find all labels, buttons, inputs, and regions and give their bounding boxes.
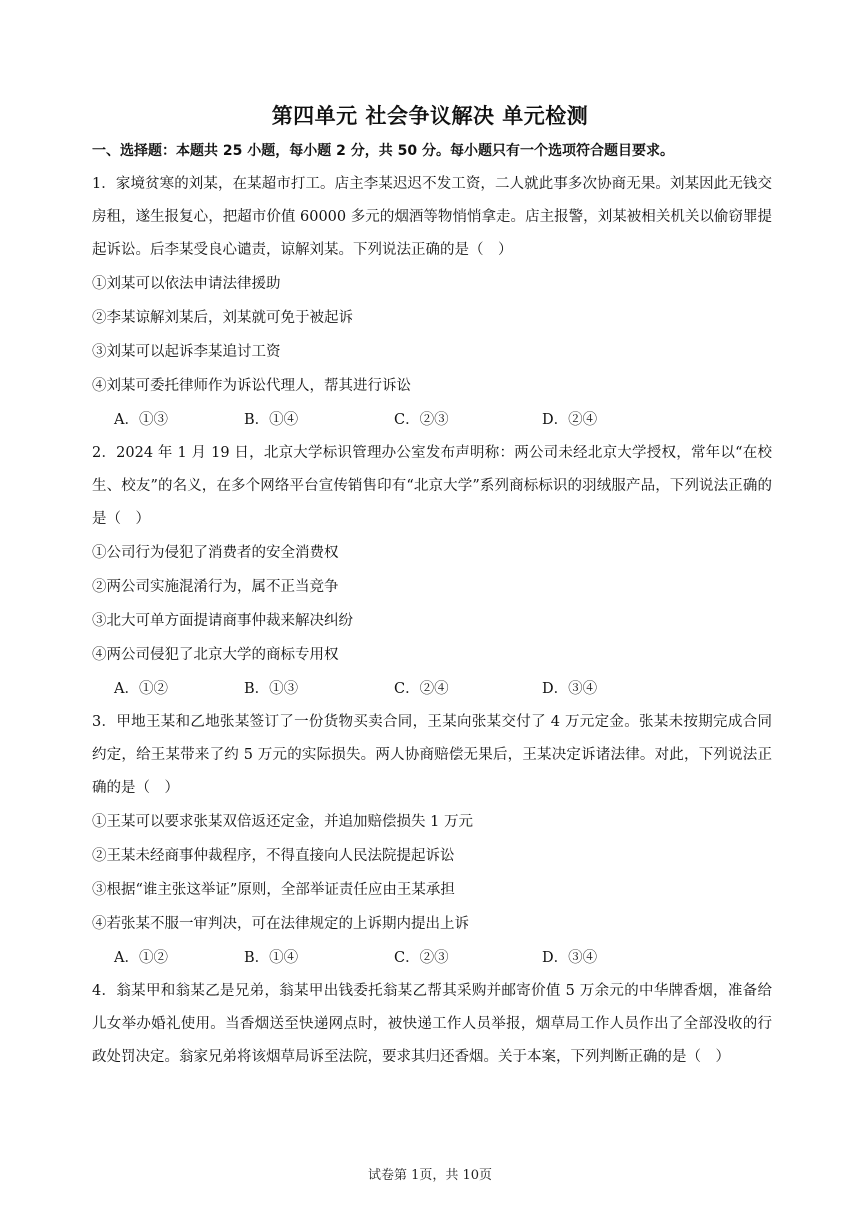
question-stem: 1．家境贫寒的刘某，在某超市打工。店主李某迟迟不发工资，二人就此事多次协商无果。刘某因此无钱交房租，遂生报复心，把超市价值 60000 多元的烟酒等物悄悄拿走。店主报警，刘某被相关机关以偷窃罪提起诉讼。后李某受良心谴责，谅解刘某。下列说法正确的是（ ）: [92, 176, 772, 258]
answer-choices: [92, 672, 772, 706]
question-3: [92, 706, 772, 975]
statement-option: ①刘某可以依法申请法律援助: [92, 276, 281, 292]
statement-option: ①王某可以要求张某双倍返还定金，并追加赔偿损失 1 万元: [92, 814, 473, 830]
statement-option: ④两公司侵犯了北京大学的商标专用权: [92, 647, 339, 663]
question-stem: 4．翁某甲和翁某乙是兄弟，翁某甲出钱委托翁某乙帮其采购并邮寄价值 5 万余元的中华牌香烟，准备给儿女举办婚礼使用。当香烟送至快递网点时，被快递工作人员举报，烟草局工作人员作出了全部没收的行政处罚决定。翁家兄弟将该烟草局诉至法院，要求其归还香烟。关于本案，下列判断正确的是（ ）: [92, 983, 772, 1065]
statement-option: ③刘某可以起诉李某追讨工资: [92, 344, 281, 360]
section-heading: 一、选择题：本题共 25 小题，每小题 2 分，共 50 分。每小题只有一个选项符合题目要求。: [92, 143, 674, 159]
statement-option: ③北大可单方面提请商事仲裁来解决纠纷: [92, 613, 353, 629]
answer-choices: [92, 941, 772, 975]
choice-b: B．①④: [244, 950, 299, 966]
question-1: [92, 168, 772, 437]
choice-b: B．①④: [244, 412, 299, 428]
statement-option: ①公司行为侵犯了消费者的安全消费权: [92, 545, 339, 561]
statement-option: ②两公司实施混淆行为，属不正当竞争: [92, 579, 339, 595]
question-4: [92, 975, 772, 1074]
choice-d: D．③④: [542, 681, 598, 697]
question-2: [92, 437, 772, 706]
answer-choices: [92, 403, 772, 437]
question-stem: 3．甲地王某和乙地张某签订了一份货物买卖合同，王某向张某交付了 4 万元定金。张某未按期完成合同约定，给王某带来了约 5 万元的实际损失。两人协商赔偿无果后，王某决定诉诸法律。对此，下列说法正确的是（ ）: [92, 714, 772, 796]
choice-b: B．①③: [244, 681, 299, 697]
choice-c: C．②③: [394, 950, 449, 966]
choice-c: C．②④: [394, 681, 449, 697]
statement-option: ②王某未经商事仲裁程序，不得直接向人民法院提起诉讼: [92, 848, 455, 864]
choice-a: A．①③: [114, 412, 168, 428]
statement-option: ②李某谅解刘某后，刘某就可免于被起诉: [92, 310, 353, 326]
choice-a: A．①②: [114, 950, 168, 966]
statement-option: ④刘某可委托律师作为诉讼代理人，帮其进行诉讼: [92, 378, 411, 394]
choice-c: C．②③: [394, 412, 449, 428]
page-title: 第四单元 社会争议解决 单元检测: [271, 104, 589, 128]
statement-option: ④若张某不服一审判决，可在法律规定的上诉期内提出上诉: [92, 916, 469, 932]
question-list: [92, 168, 772, 1074]
choice-d: D．③④: [542, 950, 598, 966]
statement-option: ③根据“谁主张这举证”原则，全部举证责任应由王某承担: [92, 882, 455, 898]
choice-a: A．①②: [114, 681, 168, 697]
question-stem: 2．2024 年 1 月 19 日，北京大学标识管理办公室发布声明称：两公司未经北京大学授权，常年以“在校生、校友”的名义，在多个网络平台宣传销售印有“北京大学”系列商标标识的羽绒服产品，下列说法正确的是（ ）: [92, 445, 772, 527]
page-footer: 试卷第 1页，共 10页: [367, 1168, 493, 1183]
choice-d: D．②④: [542, 412, 598, 428]
